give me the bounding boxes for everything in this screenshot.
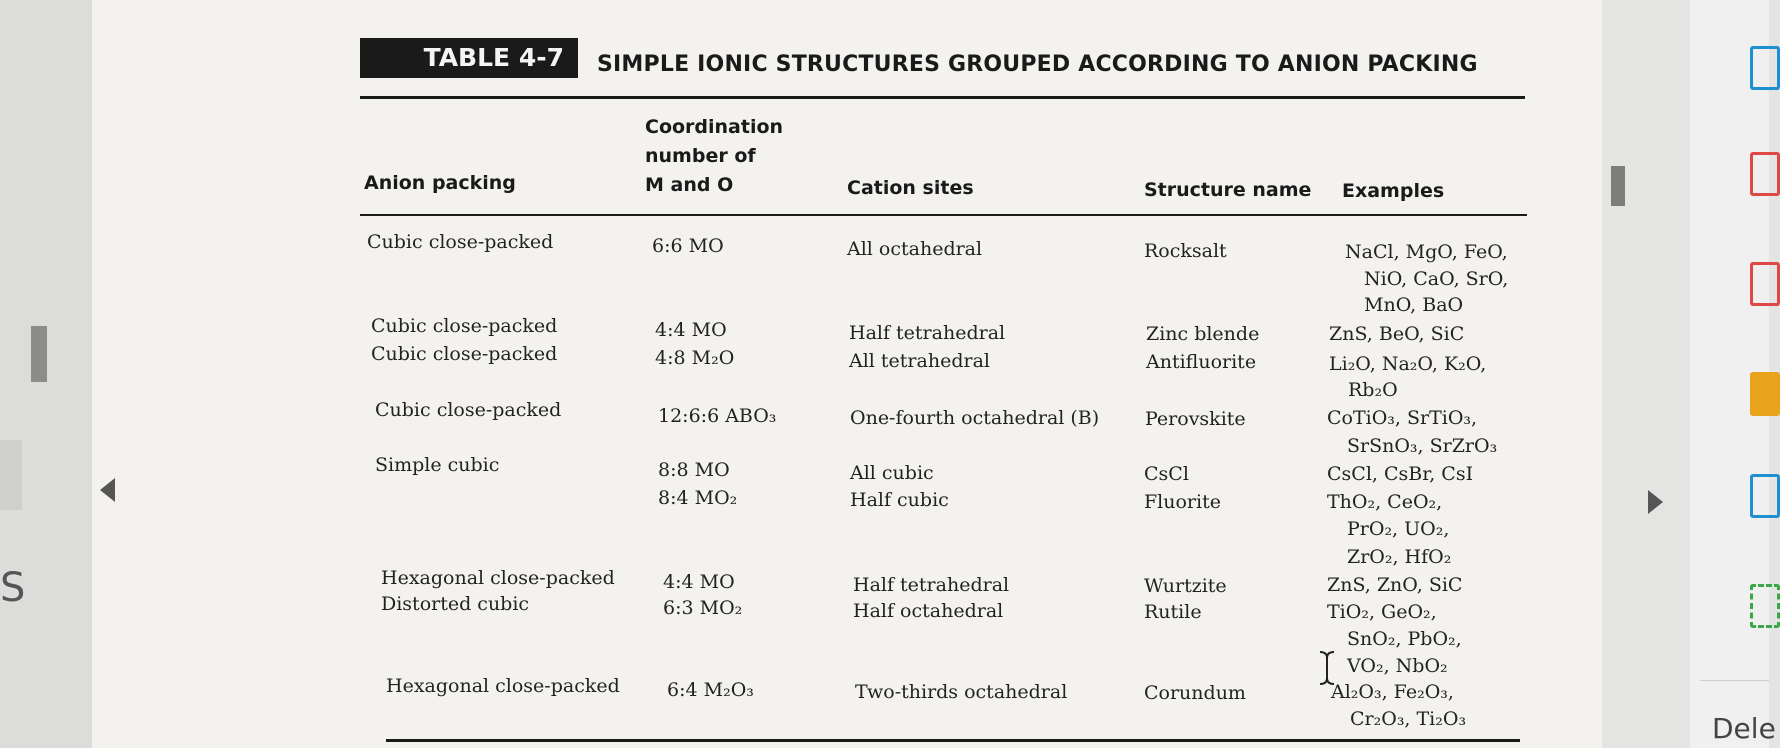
row2-packing: Cubic close-packed [371,315,558,337]
row4-name: Perovskite [1145,408,1246,430]
table-label: TABLE 4-7 [360,38,578,78]
compare-icon[interactable] [1750,152,1780,196]
row8-example-line2: SnO₂, PbO₂, [1347,628,1462,650]
table-title: SIMPLE IONIC STRUCTURES GROUPED ACCORDING TO ANION PACKING [597,52,1478,77]
row8-sites: Half octahedral [853,600,1004,622]
header-coordination-3: M and O [645,174,734,196]
row7-coord: 4:4 MO [663,571,735,593]
row5-packing: Simple cubic [375,454,500,476]
row6-example-line1: ThO₂, CeO₂, [1327,491,1443,513]
row1-packing: Cubic close-packed [367,231,554,253]
previous-page-arrow-icon[interactable] [100,478,115,502]
row7-sites: Half tetrahedral [853,574,1010,596]
header-coordination-1: Coordination [645,116,784,138]
header-cation-sites: Cation sites [847,177,974,199]
row2-coord: 4:4 MO [655,319,727,341]
comment-icon[interactable] [1750,372,1780,416]
row2-name: Zinc blende [1146,323,1260,345]
delete-label[interactable]: Dele [1712,712,1776,745]
row8-packing: Distorted cubic [381,593,530,615]
row1-name: Rocksalt [1144,240,1227,262]
row3-coord: 4:8 M₂O [655,347,735,369]
row3-sites: All tetrahedral [849,350,990,372]
right-scrollbar-thumb[interactable] [1611,166,1625,206]
bleed-through-text [702,0,1572,4]
row7-packing: Hexagonal close-packed [381,567,615,589]
bottom-rule [386,739,1520,742]
row5-name: CsCl [1144,463,1189,485]
row9-packing: Hexagonal close-packed [386,675,620,697]
left-scrollbar-thumb[interactable] [31,326,47,382]
row5-example-line1: CsCl, CsBr, CsI [1327,463,1474,485]
header-rule [360,214,1527,216]
row6-example-line2: PrO₂, UO₂, [1347,518,1450,540]
row6-example-line3: ZrO₂, HfO₂ [1347,546,1452,568]
row9-name: Corundum [1144,682,1246,704]
row4-example-line1: CoTiO₃, SrTiO₃, [1327,407,1478,429]
left-panel-block [0,440,22,510]
row3-packing: Cubic close-packed [371,343,558,365]
row8-name: Rutile [1144,601,1202,623]
header-coordination-2: number of [645,145,756,167]
row9-example-line2: Cr₂O₃, Ti₂O₃ [1350,708,1467,730]
text-cursor-icon [1317,650,1337,686]
row2-example-line1: ZnS, BeO, SiC [1329,323,1465,345]
row8-example-line1: TiO₂, GeO₂, [1327,601,1437,623]
row5-sites: All cubic [850,462,934,484]
row4-packing: Cubic close-packed [375,399,562,421]
row5-coord: 8:8 MO [658,459,730,481]
row4-sites: One-fourth octahedral (B) [850,407,1100,429]
row9-coord: 6:4 M₂O₃ [667,679,754,701]
row3-example-line1: Li₂O, Na₂O, K₂O, [1329,353,1487,375]
row6-name: Fluorite [1144,491,1221,513]
left-panel-text: S [0,565,26,611]
row6-sites: Half cubic [850,489,949,511]
row3-name: Antifluorite [1146,351,1257,373]
header-anion-packing: Anion packing [364,172,516,194]
export-icon[interactable] [1750,584,1780,628]
header-structure-name: Structure name [1144,179,1312,201]
row4-coord: 12:6:6 ABO₃ [658,405,777,427]
panel-top-icon[interactable] [1750,46,1780,90]
panel-separator [1700,680,1769,681]
row6-coord: 8:4 MO₂ [658,487,738,509]
row3-example-line2: Rb₂O [1348,379,1398,401]
row9-example-line1: Al₂O₃, Fe₂O₃, [1331,681,1454,703]
pdf-icon[interactable] [1750,262,1780,306]
row1-example-line1: NaCl, MgO, FeO, [1345,241,1508,263]
row7-example-line1: ZnS, ZnO, SiC [1327,574,1463,596]
row1-coord: 6:6 MO [652,235,724,257]
row1-example-line2: NiO, CaO, SrO, [1364,268,1509,290]
convert-pdf-icon[interactable] [1750,474,1780,518]
row8-coord: 6:3 MO₂ [663,597,743,619]
row8-example-line3: VO₂, NbO₂ [1347,655,1448,677]
document-page [92,0,1602,748]
top-rule [360,96,1525,99]
row9-sites: Two-thirds octahedral [855,681,1068,703]
row4-example-line2: SrSnO₃, SrZrO₃ [1347,435,1498,457]
row1-example-line3: MnO, BaO [1364,294,1464,316]
row2-sites: Half tetrahedral [849,322,1006,344]
row7-name: Wurtzite [1144,575,1227,597]
next-page-arrow-icon[interactable] [1648,490,1663,514]
row1-sites: All octahedral [847,238,983,260]
header-examples: Examples [1342,180,1445,202]
